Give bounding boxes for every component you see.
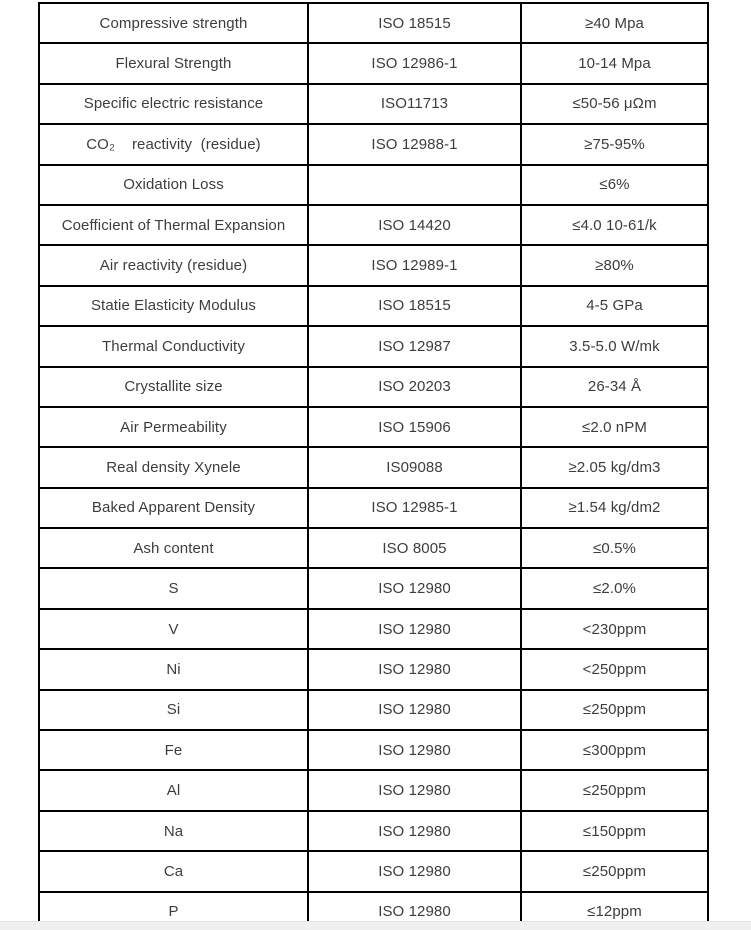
table-row [39, 528, 708, 568]
property-cell: V [39, 609, 308, 649]
property-cell: Fe [39, 730, 308, 770]
value-cell: ≤250ppm [521, 690, 708, 730]
table-row [39, 84, 708, 124]
table-row [39, 205, 708, 245]
property-cell: Statie Elasticity Modulus [39, 286, 308, 326]
value-cell: ≥75-95% [521, 124, 708, 164]
standard-cell: ISO11713 [308, 84, 521, 124]
standard-cell: ISO 12980 [308, 851, 521, 891]
table-row [39, 407, 708, 447]
table-row [39, 326, 708, 366]
value-cell: <250ppm [521, 649, 708, 689]
property-cell: Ash content [39, 528, 308, 568]
property-cell: Real density Xynele [39, 447, 308, 487]
value-cell: ≤2.0 nPM [521, 407, 708, 447]
standard-cell: IS09088 [308, 447, 521, 487]
value-cell: ≤250ppm [521, 770, 708, 810]
property-cell: S [39, 568, 308, 608]
standard-cell: ISO 12988-1 [308, 124, 521, 164]
value-cell: ≤0.5% [521, 528, 708, 568]
standard-cell: ISO 18515 [308, 3, 521, 43]
value-cell: ≥2.05 kg/dm3 [521, 447, 708, 487]
property-cell: Thermal Conductivity [39, 326, 308, 366]
standard-cell: ISO 14420 [308, 205, 521, 245]
property-cell: Compressive strength [39, 3, 308, 43]
table-row [39, 3, 708, 43]
standard-cell: ISO 12987 [308, 326, 521, 366]
standard-cell: ISO 12980 [308, 892, 521, 930]
property-cell: P [39, 892, 308, 930]
value-cell: ≤6% [521, 165, 708, 205]
property-cell: Ca [39, 851, 308, 891]
standard-cell: ISO 12980 [308, 649, 521, 689]
table-row [39, 447, 708, 487]
property-cell: Oxidation Loss [39, 165, 308, 205]
table-row [39, 811, 708, 851]
standard-cell: ISO 12980 [308, 568, 521, 608]
value-cell: ≥80% [521, 245, 708, 285]
value-cell: 26-34 Å [521, 367, 708, 407]
property-cell: Al [39, 770, 308, 810]
standard-cell: ISO 12986-1 [308, 43, 521, 83]
property-cell: Air Permeability [39, 407, 308, 447]
value-cell: ≤12ppm [521, 892, 708, 930]
table-row [39, 367, 708, 407]
table-row [39, 43, 708, 83]
table-row [39, 690, 708, 730]
page-bottom-strip [0, 921, 751, 930]
table-row [39, 851, 708, 891]
value-cell: <230ppm [521, 609, 708, 649]
standard-cell: ISO 15906 [308, 407, 521, 447]
table-row [39, 609, 708, 649]
property-cell: Coefficient of Thermal Expansion [39, 205, 308, 245]
value-cell: ≤2.0% [521, 568, 708, 608]
table-row [39, 488, 708, 528]
property-cell: Air reactivity (residue) [39, 245, 308, 285]
standard-cell: ISO 12980 [308, 609, 521, 649]
standard-cell: ISO 20203 [308, 367, 521, 407]
value-cell: ≤50-56 μΩm [521, 84, 708, 124]
table-row [39, 286, 708, 326]
property-cell: Ni [39, 649, 308, 689]
standard-cell [308, 165, 521, 205]
table-row [39, 124, 708, 164]
table-row [39, 649, 708, 689]
value-cell: ≤300ppm [521, 730, 708, 770]
property-cell: Baked Apparent Density [39, 488, 308, 528]
standard-cell: ISO 12989-1 [308, 245, 521, 285]
value-cell: ≥1.54 kg/dm2 [521, 488, 708, 528]
standard-cell: ISO 8005 [308, 528, 521, 568]
value-cell: ≤4.0 10-61/k [521, 205, 708, 245]
property-cell: Specific electric resistance [39, 84, 308, 124]
table-row [39, 730, 708, 770]
property-cell: Na [39, 811, 308, 851]
product-spec-table [38, 2, 709, 930]
table-row [39, 165, 708, 205]
standard-cell: ISO 12985-1 [308, 488, 521, 528]
spec-table-container [38, 2, 709, 930]
property-cell: Crystallite size [39, 367, 308, 407]
standard-cell: ISO 12980 [308, 770, 521, 810]
property-cell: CO₂ reactivity (residue) [39, 124, 308, 164]
property-cell: Flexural Strength [39, 43, 308, 83]
table-row [39, 245, 708, 285]
value-cell: 10-14 Mpa [521, 43, 708, 83]
value-cell: ≤150ppm [521, 811, 708, 851]
standard-cell: ISO 12980 [308, 811, 521, 851]
value-cell: ≥40 Mpa [521, 3, 708, 43]
value-cell: ≤250ppm [521, 851, 708, 891]
value-cell: 3.5-5.0 W/mk [521, 326, 708, 366]
value-cell: 4-5 GPa [521, 286, 708, 326]
property-cell: Si [39, 690, 308, 730]
standard-cell: ISO 12980 [308, 690, 521, 730]
standard-cell: ISO 12980 [308, 730, 521, 770]
table-row [39, 770, 708, 810]
table-row [39, 568, 708, 608]
standard-cell: ISO 18515 [308, 286, 521, 326]
spec-table-body [39, 3, 708, 930]
